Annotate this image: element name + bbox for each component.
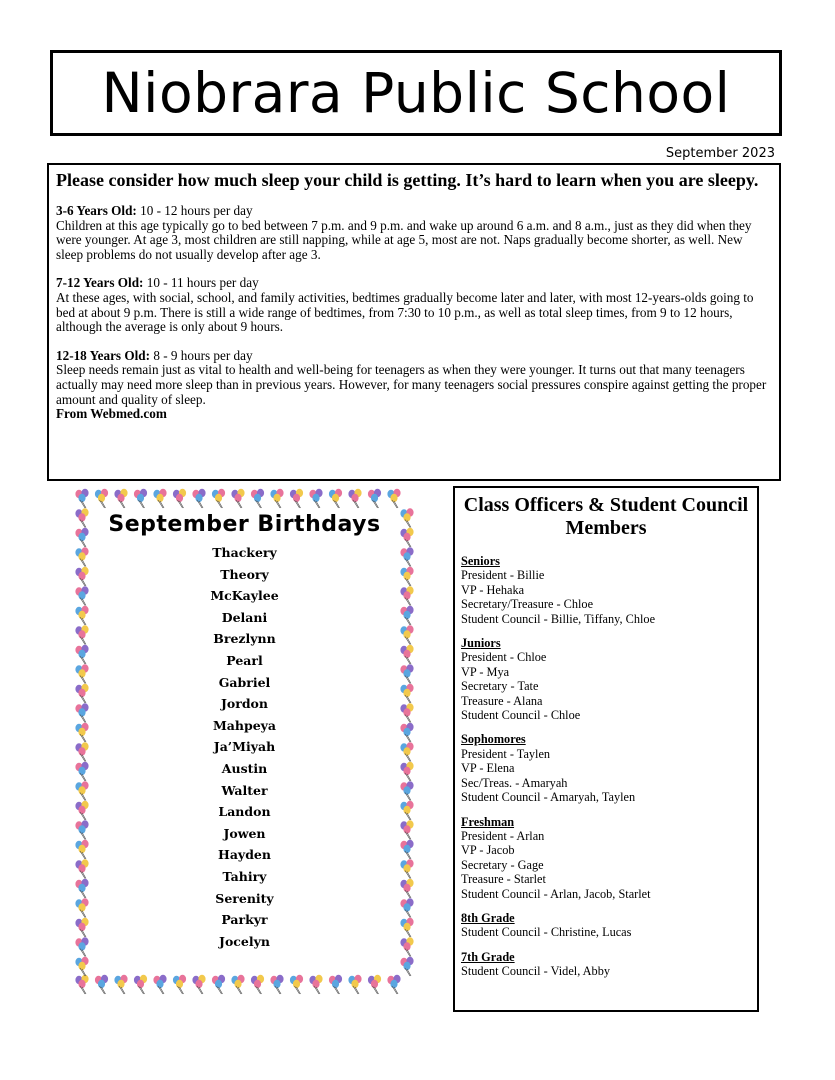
balloon-icon: [114, 975, 127, 994]
officer-line: Secretary - Tate: [461, 679, 539, 694]
officer-line: VP - Jacob: [461, 843, 515, 858]
group-heading: Seniors: [461, 554, 500, 568]
source-credit: From Webmed.com: [56, 406, 167, 422]
balloon-icon: [400, 957, 413, 976]
officers-title: Class Officers & Student Council Members: [463, 494, 749, 539]
balloon-icon: [290, 975, 303, 994]
balloon-icon: [251, 975, 264, 994]
balloon-icon: [309, 489, 322, 508]
officer-line: Sec/Treas. - Amaryah: [461, 775, 568, 790]
officer-line: Treasure - Starlet: [461, 872, 546, 887]
balloon-icon: [75, 975, 88, 994]
birthday-name: Landon: [218, 804, 271, 820]
balloon-icon: [75, 957, 88, 976]
balloon-icon: [173, 975, 186, 994]
officer-line: President - Chloe: [461, 650, 547, 665]
balloon-icon: [134, 489, 147, 508]
sleep-paragraph: Children at this age typically go to bed between 7 p.m. and 9 p.m. and wake up around 6 a.m. and 8 a.m., just as they did when they were younger. At age 3, most children are still napping, while at age 5, most are not. Naps gradually become shorter, as well. New sleep problems do not usually develop after age 3.: [56, 217, 752, 262]
birthday-name: Gabriel: [218, 674, 271, 690]
birthday-name: Delani: [221, 609, 268, 625]
birthday-panel: [72, 486, 417, 996]
group-heading: Sophomores: [461, 732, 526, 747]
birthday-name: Austin: [221, 760, 268, 776]
issue-date: September 2023: [665, 146, 775, 161]
balloon-icon: [368, 975, 381, 994]
officer-line: VP - Mya: [461, 664, 510, 679]
balloon-icon: [309, 975, 322, 994]
age-label: 3-6 Years Old:: [56, 203, 137, 218]
birthday-name: McKaylee: [210, 588, 279, 604]
group-heading: 7th Grade: [461, 949, 515, 964]
balloon-icon: [192, 489, 205, 508]
officer-line: Student Council - Chloe: [461, 708, 581, 723]
officer-line: VP - Elena: [461, 761, 515, 776]
balloon-icon: [251, 489, 264, 508]
officer-line: VP - Hehaka: [461, 582, 525, 597]
officer-line: Student Council - Arlan, Jacob, Starlet: [461, 886, 651, 901]
officers-panel: [453, 486, 759, 1012]
balloon-icon: [387, 489, 400, 508]
balloon-icon: [95, 975, 108, 994]
group-heading: 8th Grade: [461, 910, 515, 925]
balloon-icon: [270, 975, 283, 994]
balloon-icon: [95, 489, 108, 508]
officer-group: [461, 950, 751, 979]
balloon-icon: [368, 489, 381, 508]
balloon-icon: [114, 489, 127, 508]
officer-group: [461, 911, 751, 940]
birthday-name: Theory: [220, 566, 269, 582]
officer-line: Secretary/Treasure - Chloe: [461, 597, 594, 612]
birthday-list: [72, 542, 417, 952]
hours-text: 10 - 12 hours per day: [136, 203, 253, 218]
birthday-name: Walter: [221, 782, 268, 798]
sleep-section: [56, 349, 772, 407]
balloon-icon: [348, 489, 361, 508]
hours-text: 8 - 9 hours per day: [150, 347, 253, 363]
officer-line: Treasure - Alana: [461, 693, 543, 708]
officer-line: President - Taylen: [461, 746, 551, 761]
birthday-name: Jordon: [220, 696, 268, 712]
hours-text: 10 - 11 hours per day: [143, 275, 259, 291]
balloon-icon: [153, 975, 166, 994]
balloon-icon: [212, 975, 225, 994]
balloon-icon: [231, 975, 244, 994]
balloon-icon: [153, 489, 166, 508]
birthday-name: Hayden: [218, 847, 271, 863]
birthday-name: Parkyr: [221, 912, 268, 928]
sleep-section: [56, 204, 772, 262]
balloon-icon: [134, 975, 147, 994]
officer-groups: [461, 554, 751, 979]
balloon-icon: [348, 975, 361, 994]
officer-line: Student Council - Amaryah, Taylen: [461, 790, 636, 805]
group-heading: Juniors: [461, 636, 501, 651]
balloon-icon: [192, 975, 205, 994]
balloon-icon: [173, 489, 186, 508]
officer-line: President - Billie: [461, 568, 545, 583]
group-heading: Freshman: [461, 814, 515, 829]
officer-group: [461, 554, 751, 626]
birthday-name: Pearl: [226, 652, 263, 668]
birthday-name: Jocelyn: [219, 933, 270, 949]
officer-group: [461, 732, 751, 804]
officer-line: Secretary - Gage: [461, 857, 544, 872]
age-label: 7-12 Years Old:: [56, 275, 144, 291]
sleep-article: [47, 163, 781, 481]
page-title: Niobrara Public School: [101, 61, 731, 125]
sleep-heading: Please consider how much sleep your child is getting. It’s hard to learn when you are sleepy.: [56, 170, 759, 190]
sleep-section: [56, 276, 772, 334]
officer-line: Student Council - Videl, Abby: [461, 964, 610, 979]
title-box: [50, 50, 782, 136]
balloon-icon: [329, 975, 342, 994]
birthday-name: Thackery: [212, 545, 277, 560]
balloon-icon: [387, 975, 400, 994]
balloon-icon: [329, 489, 342, 508]
officer-line: Student Council - Billie, Tiffany, Chloe: [461, 611, 656, 626]
officer-group: [461, 815, 751, 901]
balloon-icon: [270, 489, 283, 508]
officer-line: Student Council - Christine, Lucas: [461, 925, 632, 940]
birthday-name: Mahpeya: [212, 717, 277, 733]
birthday-name: Tahiry: [222, 868, 267, 884]
sleep-paragraph: At these ages, with social, school, and family activities, bedtimes gradually become later and later, with most 12-years-olds going to bed at about 9 p.m. There is still a wide range of bedtimes, from 7:30 to 10 p.m., as well as total sleep times, from 9 to 12 hours, although the average is only about 9 hours.: [56, 289, 754, 335]
birthday-name: Ja’Miyah: [213, 739, 276, 755]
birthday-name: Brezlynn: [213, 631, 276, 647]
birthday-name: Serenity: [215, 890, 274, 906]
balloon-icon: [231, 489, 244, 508]
birthday-name: Jowen: [223, 825, 266, 841]
balloon-icon: [290, 489, 303, 508]
balloon-icon: [212, 489, 225, 508]
balloon-icon: [75, 489, 88, 508]
officer-line: President - Arlan: [461, 828, 545, 843]
age-label: 12-18 Years Old:: [56, 347, 151, 363]
sleep-paragraph: Sleep needs remain just as vital to health and well-being for teenagers as when they were younger. It turns out that many teenagers actually may need more sleep than in previous years. However, for many teenagers social pressures conspire against getting the proper amount and quality of sleep.: [56, 362, 767, 407]
officer-group: [461, 636, 751, 722]
birthday-title: September Birthdays: [108, 512, 381, 537]
